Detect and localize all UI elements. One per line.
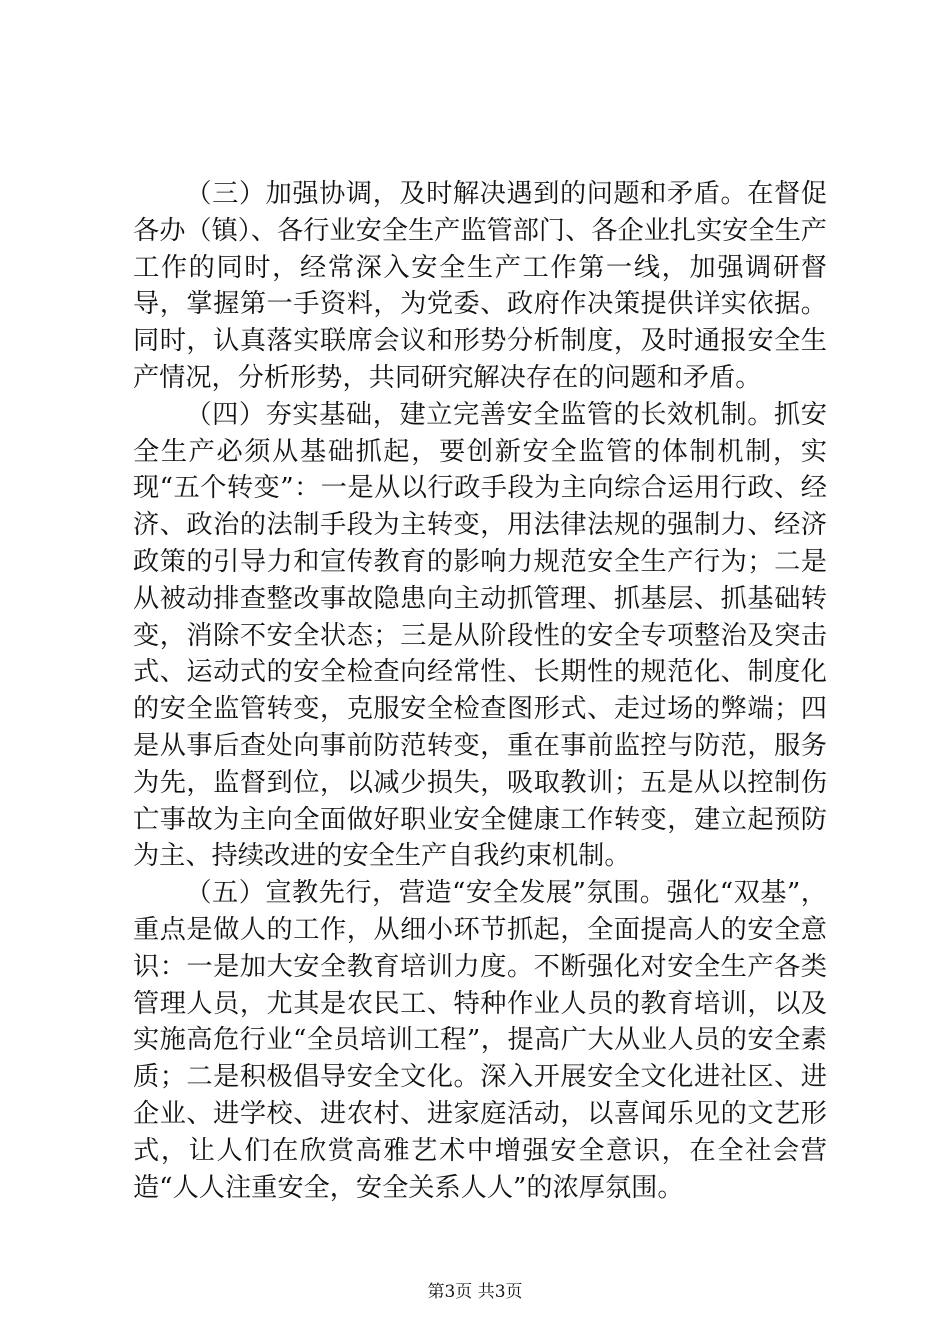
paragraph-4: （四）夯实基础，建立完善安全监管的长效机制。抓安全生产必须从基础抓起，要创新安全监管的体制机制，实现“五个转变”：一是从以行政手段为主向综合运用行政、经济、政治的法制手段为主转变，用法律法规的强制力、经济政策的引导力和宣传教育的影响力规范安全生产行为；二是从被动排查整改事故隐患向主动抓管理、抓基层、抓基础转变，消除不安全状态；三是从阶段性的安全专项整治及突击式、运动式的安全检查向经常性、长期性的规范化、制度化的安全监管转变，克服安全检查图形式、走过场的弊端；四是从事后查处向事前防范转变，重在事前监控与防范，服务为先，监督到位，以减少损失，吸取教训；五是从以控制伤亡事故为主向全面做好职业安全健康工作转变，建立起预防为主、持续改进的安全生产自我约束机制。 [133,399,827,872]
paragraph-3: （三）加强协调，及时解决遇到的问题和矛盾。在督促各办（镇）、各行业安全生产监管部门、各企业扎实安全生产工作的同时，经常深入安全生产工作第一线，加强调研督导，掌握第一手资料，为党委、政府作决策提供详实依据。同时，认真落实联席会议和形势分析制度，及时通报安全生产情况，分析形势，共同研究解决存在的问题和矛盾。 [133,179,827,393]
document-body [133,176,827,1206]
page-footer: 第3页 共3页 [427,1282,523,1302]
paragraph-5: （五）宣教先行，营造“安全发展”氛围。强化“双基”，重点是做人的工作，从细小环节抓起，全面提高人的安全意识：一是加大安全教育培训力度。不断强化对安全生产各类管理人员，尤其是农民工、特种作业人员的教育培训，以及实施高危行业“全员培训工程”，提高广大从业人员的安全素质；二是积极倡导安全文化。深入开展安全文化进社区、进企业、进学校、进农村、进家庭活动，以喜闻乐见的文艺形式，让人们在欣赏高雅艺术中增强安全意识，在全社会营造“人人注重安全，安全关系人人”的浓厚氛围。 [133,878,827,1203]
